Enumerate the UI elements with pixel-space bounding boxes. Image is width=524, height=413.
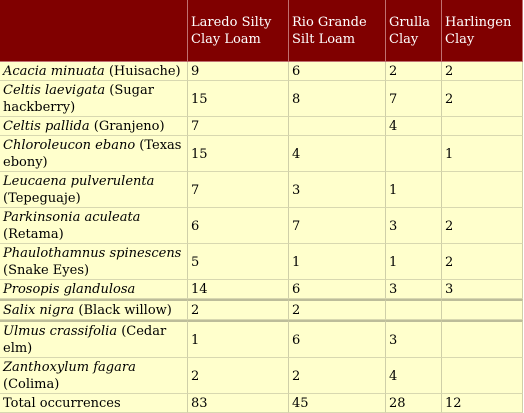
count-cell: 3 bbox=[289, 172, 386, 208]
count-cell: 1 bbox=[289, 244, 386, 280]
count-cell: 7 bbox=[386, 81, 442, 117]
count-cell: 2 bbox=[442, 62, 523, 81]
count-cell: 1 bbox=[442, 136, 523, 172]
table-row bbox=[0, 62, 523, 81]
count-cell bbox=[289, 117, 386, 136]
count-cell: 4 bbox=[386, 358, 442, 394]
species-cell bbox=[0, 62, 188, 81]
table-body bbox=[0, 62, 523, 413]
species-cell bbox=[0, 320, 188, 358]
common-name: (Granjeno) bbox=[93, 119, 165, 134]
total-value: 12 bbox=[442, 394, 523, 413]
count-cell: 4 bbox=[289, 136, 386, 172]
table-row bbox=[0, 117, 523, 136]
species-cell bbox=[0, 172, 188, 208]
count-cell: 3 bbox=[442, 280, 523, 299]
count-cell: 7 bbox=[289, 208, 386, 244]
species-name: Zanthoxylum fagara bbox=[3, 360, 136, 375]
count-cell bbox=[442, 320, 523, 358]
table-row bbox=[0, 244, 523, 280]
common-name: (Retama) bbox=[3, 227, 64, 242]
species-name: Parkinsonia aculeata bbox=[3, 210, 141, 225]
total-value: 83 bbox=[188, 394, 289, 413]
count-cell: 5 bbox=[188, 244, 289, 280]
total-value: 45 bbox=[289, 394, 386, 413]
table-row bbox=[0, 280, 523, 299]
common-name: (Texas ebony) bbox=[3, 138, 182, 170]
species-cell bbox=[0, 358, 188, 394]
count-cell: 2 bbox=[289, 299, 386, 320]
count-cell bbox=[442, 172, 523, 208]
count-cell: 9 bbox=[188, 62, 289, 81]
species-cell bbox=[0, 117, 188, 136]
count-cell: 7 bbox=[188, 117, 289, 136]
count-cell: 3 bbox=[386, 208, 442, 244]
count-cell: 7 bbox=[188, 172, 289, 208]
common-name: (Snake Eyes) bbox=[3, 263, 90, 278]
species-name: Salix nigra bbox=[3, 303, 75, 318]
species-name: Chloroleucon ebano bbox=[3, 138, 136, 153]
header-row bbox=[0, 0, 523, 62]
header-rio-grande-silt-loam: Rio Grande Silt Loam bbox=[289, 0, 386, 62]
count-cell: 2 bbox=[188, 358, 289, 394]
table-row bbox=[0, 172, 523, 208]
count-cell: 2 bbox=[442, 81, 523, 117]
count-cell: 1 bbox=[188, 320, 289, 358]
table-row bbox=[0, 81, 523, 117]
table-row bbox=[0, 358, 523, 394]
species-cell bbox=[0, 81, 188, 117]
count-cell: 8 bbox=[289, 81, 386, 117]
common-name: (Tepeguaje) bbox=[3, 191, 81, 206]
total-value: 28 bbox=[386, 394, 442, 413]
species-cell bbox=[0, 280, 188, 299]
common-name: (Huisache) bbox=[108, 64, 181, 79]
count-cell: 6 bbox=[188, 208, 289, 244]
header-grulla-clay: Grulla Clay bbox=[386, 0, 442, 62]
species-cell bbox=[0, 208, 188, 244]
common-name: (Sugar hackberry) bbox=[3, 83, 154, 115]
count-cell: 2 bbox=[442, 208, 523, 244]
count-cell: 6 bbox=[289, 62, 386, 81]
species-name: Celtis laevigata bbox=[3, 83, 106, 98]
table-row bbox=[0, 208, 523, 244]
table-row bbox=[0, 320, 523, 358]
species-name: Prosopis glandulosa bbox=[3, 282, 136, 297]
count-cell: 4 bbox=[386, 117, 442, 136]
common-name: (Colima) bbox=[3, 377, 60, 392]
header-laredo-silty-clay-loam: Laredo Silty Clay Loam bbox=[188, 0, 289, 62]
count-cell: 15 bbox=[188, 81, 289, 117]
total-row bbox=[0, 394, 523, 413]
count-cell bbox=[386, 136, 442, 172]
species-name: Celtis pallida bbox=[3, 119, 90, 134]
count-cell: 2 bbox=[442, 244, 523, 280]
count-cell: 14 bbox=[188, 280, 289, 299]
count-cell: 1 bbox=[386, 244, 442, 280]
count-cell: 6 bbox=[289, 280, 386, 299]
common-name: (Black willow) bbox=[78, 303, 172, 318]
header-harlingen-clay: Harlingen Clay bbox=[442, 0, 523, 62]
count-cell: 1 bbox=[386, 172, 442, 208]
species-cell bbox=[0, 136, 188, 172]
species-name: Ulmus crassifolia bbox=[3, 324, 118, 339]
count-cell: 3 bbox=[386, 320, 442, 358]
count-cell bbox=[442, 358, 523, 394]
count-cell: 2 bbox=[289, 358, 386, 394]
table-row bbox=[0, 299, 523, 320]
species-name: Acacia minuata bbox=[3, 64, 105, 79]
count-cell: 15 bbox=[188, 136, 289, 172]
table-row bbox=[0, 136, 523, 172]
species-name: Leucaena pulverulenta bbox=[3, 174, 155, 189]
count-cell: 2 bbox=[188, 299, 289, 320]
species-name: Phaulothamnus spinescens bbox=[3, 246, 182, 261]
count-cell: 6 bbox=[289, 320, 386, 358]
count-cell bbox=[442, 299, 523, 320]
count-cell bbox=[386, 299, 442, 320]
common-name: (Cedar elm) bbox=[3, 324, 167, 356]
count-cell: 3 bbox=[386, 280, 442, 299]
count-cell: 2 bbox=[386, 62, 442, 81]
species-cell bbox=[0, 299, 188, 320]
total-label: Total occurrences bbox=[0, 394, 188, 413]
header-corner bbox=[0, 0, 188, 62]
count-cell bbox=[442, 117, 523, 136]
species-cell bbox=[0, 244, 188, 280]
